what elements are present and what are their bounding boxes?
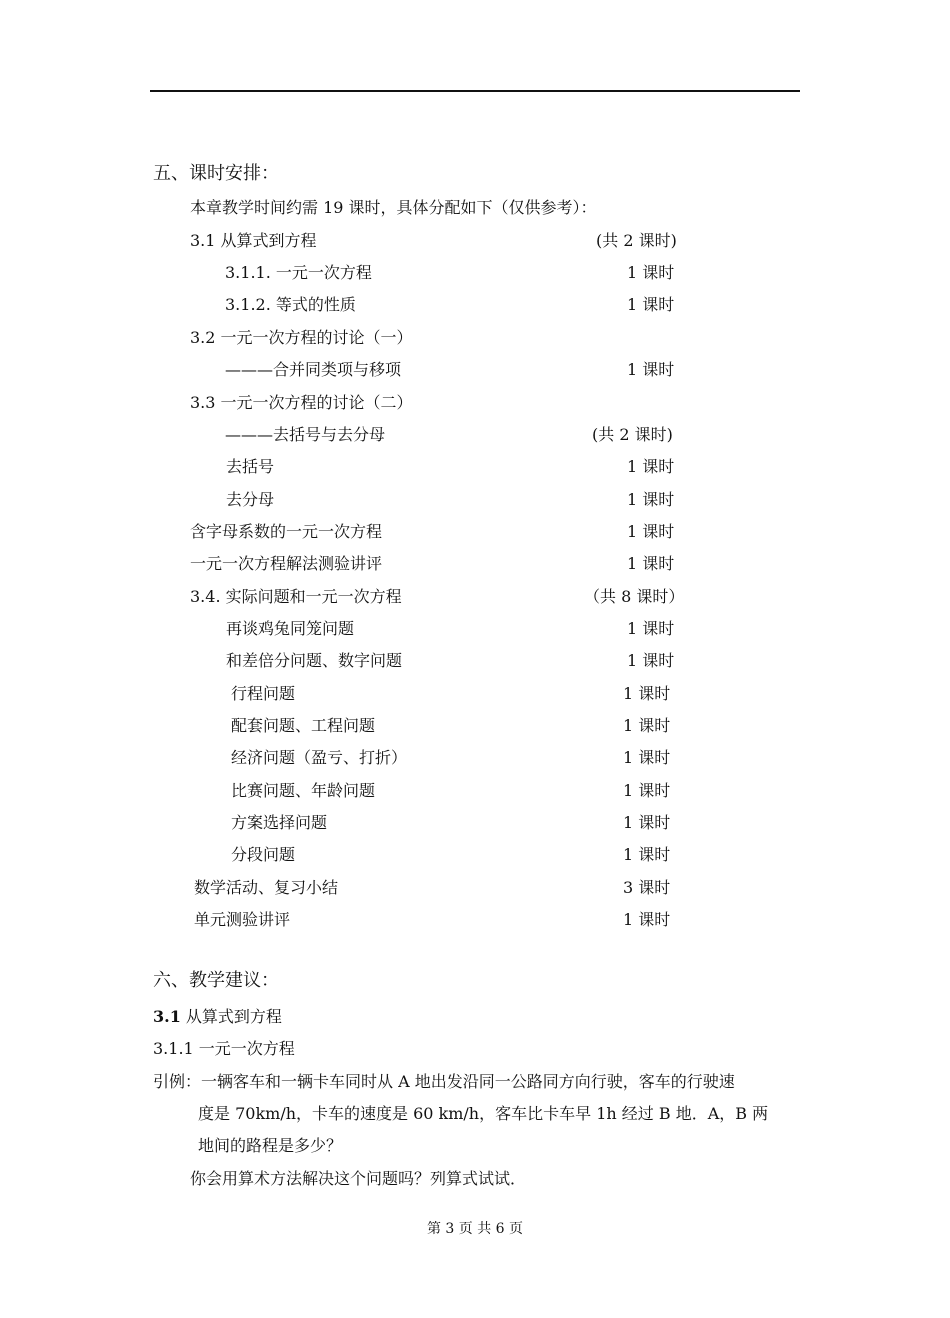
schedule-row-hours: 1 课时 [627,490,675,509]
schedule-row-hours: 1 课时 [627,457,675,476]
schedule-row-hours: 1 课时 [627,522,675,541]
schedule-row-label: 去分母 [226,490,275,509]
schedule-row-label: 3.1.2. 等式的性质 [225,295,356,314]
section5-intro: 本章教学时间约需 19 课时，具体分配如下（仅供参考）： [190,198,597,217]
schedule-row-label: 比赛问题、年龄问题 [231,781,376,800]
schedule-row-hours: 1 课时 [627,554,675,573]
schedule-row-hours: 1 课时 [623,748,671,767]
schedule-row-hours: 1 课时 [623,684,671,703]
schedule-row-hours: 1 课时 [627,651,675,670]
subsection-text: 从算式到方程 [180,1007,282,1026]
schedule-row-label: 含字母系数的一元一次方程 [190,522,383,541]
schedule-row-hours: 1 课时 [627,263,675,282]
schedule-row-hours: (共 2 课时) [596,231,677,250]
schedule-row-label: 3.1 从算式到方程 [190,231,317,250]
example-question: 你会用算术方法解决这个问题吗？列算式试试． [190,1169,527,1188]
example-line-2: 度是 70km/h，卡车的速度是 60 km/h，客车比卡车早 1h 经过 B 地．A，B 两 [198,1104,769,1123]
header-rule [150,90,800,92]
schedule-row-hours: 1 课时 [627,619,675,638]
schedule-row-label: 3.4. 实际问题和一元一次方程 [190,587,402,606]
schedule-row-hours: （共 8 课时） [584,587,685,606]
schedule-row-label: 去括号 [226,457,275,476]
schedule-row-label: 行程问题 [231,684,296,703]
schedule-row-label: 3.3 一元一次方程的讨论（二） [190,393,413,412]
subsection-number: 3.1 [153,1007,181,1026]
section5-heading: 五、课时安排： [153,163,279,184]
subsection-title [153,1009,282,1025]
schedule-row-label: 再谈鸡兔同笼问题 [226,619,355,638]
schedule-row-hours: 1 课时 [623,813,671,832]
schedule-row-label: 3.2 一元一次方程的讨论（一） [190,328,413,347]
schedule-row-label: 数学活动、复习小结 [194,878,339,897]
schedule-row-hours: 1 课时 [623,781,671,800]
schedule-row-hours: 1 课时 [623,845,671,864]
example-line-1: 引例：一辆客车和一辆卡车同时从 A 地出发沿同一公路同方向行驶，客车的行驶速 [153,1072,735,1091]
subsubsection-title: 3.1.1 一元一次方程 [153,1039,295,1058]
schedule-row-hours: 1 课时 [627,360,675,379]
schedule-row-hours: 1 课时 [623,910,671,929]
schedule-row-hours: 3 课时 [623,878,671,897]
schedule-row-label: 和差倍分问题、数字问题 [226,651,403,670]
schedule-row-label: 分段问题 [231,845,296,864]
schedule-row-label: 经济问题（盈亏、打折） [231,748,408,767]
schedule-row-hours: 1 课时 [627,295,675,314]
schedule-row-label: ———去括号与去分母 [225,425,386,444]
example-line-3: 地间的路程是多少？ [198,1136,343,1155]
schedule-row-label: 方案选择问题 [231,813,328,832]
schedule-row-label: 配套问题、工程问题 [231,716,376,735]
schedule-row-label: 单元测验讲评 [194,910,291,929]
schedule-row-label: ———合并同类项与移项 [225,360,402,379]
schedule-row-label: 3.1.1. 一元一次方程 [225,263,372,282]
schedule-row-hours: 1 课时 [623,716,671,735]
section6-heading: 六、教学建议： [153,970,279,991]
page-footer: 第 3 页 共 6 页 [426,1221,524,1237]
schedule-row-label: 一元一次方程解法测验讲评 [190,554,383,573]
schedule-row-hours: (共 2 课时) [592,425,673,444]
